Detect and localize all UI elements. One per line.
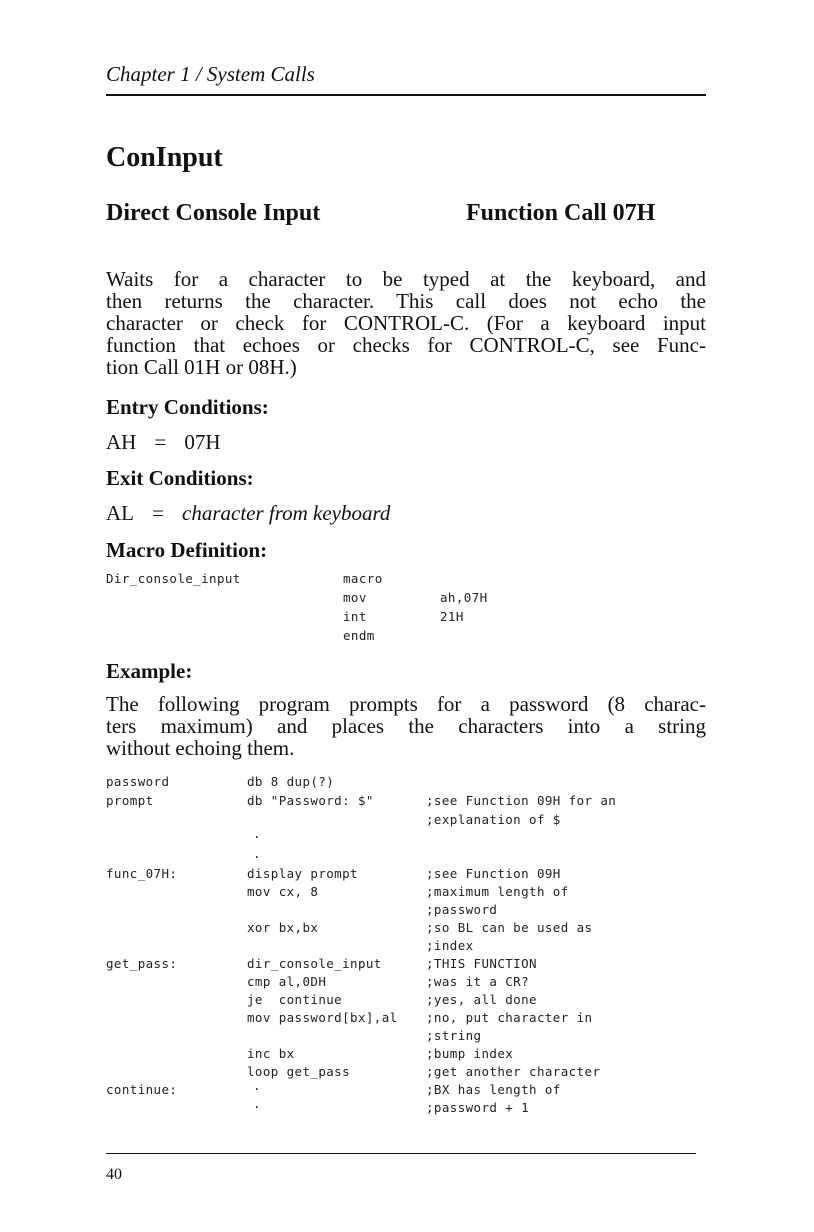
code-instr: cmp al,0DH bbox=[247, 974, 327, 989]
macro-operand: 21H bbox=[440, 609, 464, 624]
code-instr: inc bx bbox=[247, 1046, 295, 1061]
example-intro-line: without echoing them. bbox=[106, 736, 295, 760]
code-comment: ;bump index bbox=[426, 1046, 514, 1061]
code-comment: ;see Function 09H bbox=[426, 866, 561, 881]
function-label: Function Call 07H bbox=[466, 200, 656, 226]
entry-register: AH bbox=[106, 430, 137, 454]
code-ellipsis-dot: . bbox=[253, 1096, 261, 1111]
example-intro-line: The following program prompts for a password (8 charac- bbox=[106, 692, 706, 716]
example-intro-line: ters maximum) and places the characters into a string bbox=[106, 714, 706, 738]
code-instr: dir_console_input bbox=[247, 956, 382, 971]
code-label: get_pass: bbox=[106, 956, 178, 971]
code-comment: ;get another character bbox=[426, 1064, 601, 1079]
code-instr: db 8 dup(?) bbox=[247, 774, 335, 789]
code-comment: ;index bbox=[426, 938, 474, 953]
description-line: tion Call 01H or 08H.) bbox=[106, 355, 297, 379]
code-ellipsis-dot: . bbox=[253, 826, 261, 841]
example-heading: Example: bbox=[106, 659, 193, 683]
exit-register: AL bbox=[106, 501, 134, 525]
code-comment: ;maximum length of bbox=[426, 884, 569, 899]
code-label: prompt bbox=[106, 793, 154, 808]
code-comment: ;THIS FUNCTION bbox=[426, 956, 537, 971]
description-line: function that echoes or checks for CONTROL-C, see Func- bbox=[106, 333, 706, 357]
code-instr: xor bx,bx bbox=[247, 920, 319, 935]
macro-operand: ah,07H bbox=[440, 590, 488, 605]
macro-definition-heading: Macro Definition: bbox=[106, 538, 268, 562]
code-instr: db "Password: $" bbox=[247, 793, 374, 808]
code-comment: ;no, put character in bbox=[426, 1010, 593, 1025]
code-comment: ;string bbox=[426, 1028, 482, 1043]
code-instr: loop get_pass bbox=[247, 1064, 351, 1079]
macro-instr: endm bbox=[343, 628, 375, 643]
code-ellipsis-dot: . bbox=[253, 846, 261, 861]
code-instr: display prompt bbox=[247, 866, 358, 881]
example-intro-paragraph bbox=[106, 693, 706, 759]
exit-condition bbox=[106, 501, 390, 526]
entry-condition bbox=[106, 430, 221, 455]
page-title: ConInput bbox=[106, 142, 223, 173]
code-comment: ;password + 1 bbox=[426, 1100, 530, 1115]
footer-rule bbox=[106, 1153, 696, 1154]
exit-value: character from keyboard bbox=[182, 501, 391, 525]
code-comment: ;see Function 09H for an bbox=[426, 793, 617, 808]
description-line: then returns the character. This call does not echo the bbox=[106, 289, 706, 313]
code-instr: mov cx, 8 bbox=[247, 884, 319, 899]
description-line: Waits for a character to be typed at the keyboard, and bbox=[106, 267, 706, 291]
header-rule bbox=[106, 94, 706, 96]
code-instr: je continue bbox=[247, 992, 343, 1007]
description-paragraph bbox=[106, 268, 706, 378]
code-label: func_07H: bbox=[106, 866, 178, 881]
code-comment: ;explanation of $ bbox=[426, 812, 561, 827]
code-label: continue: bbox=[106, 1082, 178, 1097]
subtitle: Direct Console Input bbox=[106, 200, 321, 226]
entry-operator: = bbox=[154, 430, 167, 454]
code-comment: ;yes, all done bbox=[426, 992, 537, 1007]
exit-operator: = bbox=[152, 501, 164, 525]
entry-value: 07H bbox=[184, 430, 221, 454]
code-comment: ;password bbox=[426, 902, 498, 917]
code-instr: mov password[bx],al bbox=[247, 1010, 398, 1025]
macro-instr: mov bbox=[343, 590, 367, 605]
code-label: password bbox=[106, 774, 170, 789]
description-line: character or check for CONTROL-C. (For a keyboard input bbox=[106, 311, 706, 335]
code-comment: ;was it a CR? bbox=[426, 974, 530, 989]
code-comment: ;BX has length of bbox=[426, 1082, 561, 1097]
exit-conditions-heading: Exit Conditions: bbox=[106, 466, 254, 490]
macro-instr: int bbox=[343, 609, 367, 624]
code-comment: ;so BL can be used as bbox=[426, 920, 593, 935]
macro-instr: macro bbox=[343, 571, 383, 586]
running-header: Chapter 1 / System Calls bbox=[106, 62, 315, 86]
code-ellipsis-dot: . bbox=[253, 1078, 261, 1093]
page-number: 40 bbox=[106, 1166, 122, 1183]
entry-conditions-heading: Entry Conditions: bbox=[106, 395, 269, 419]
macro-label: Dir_console_input bbox=[106, 571, 241, 586]
